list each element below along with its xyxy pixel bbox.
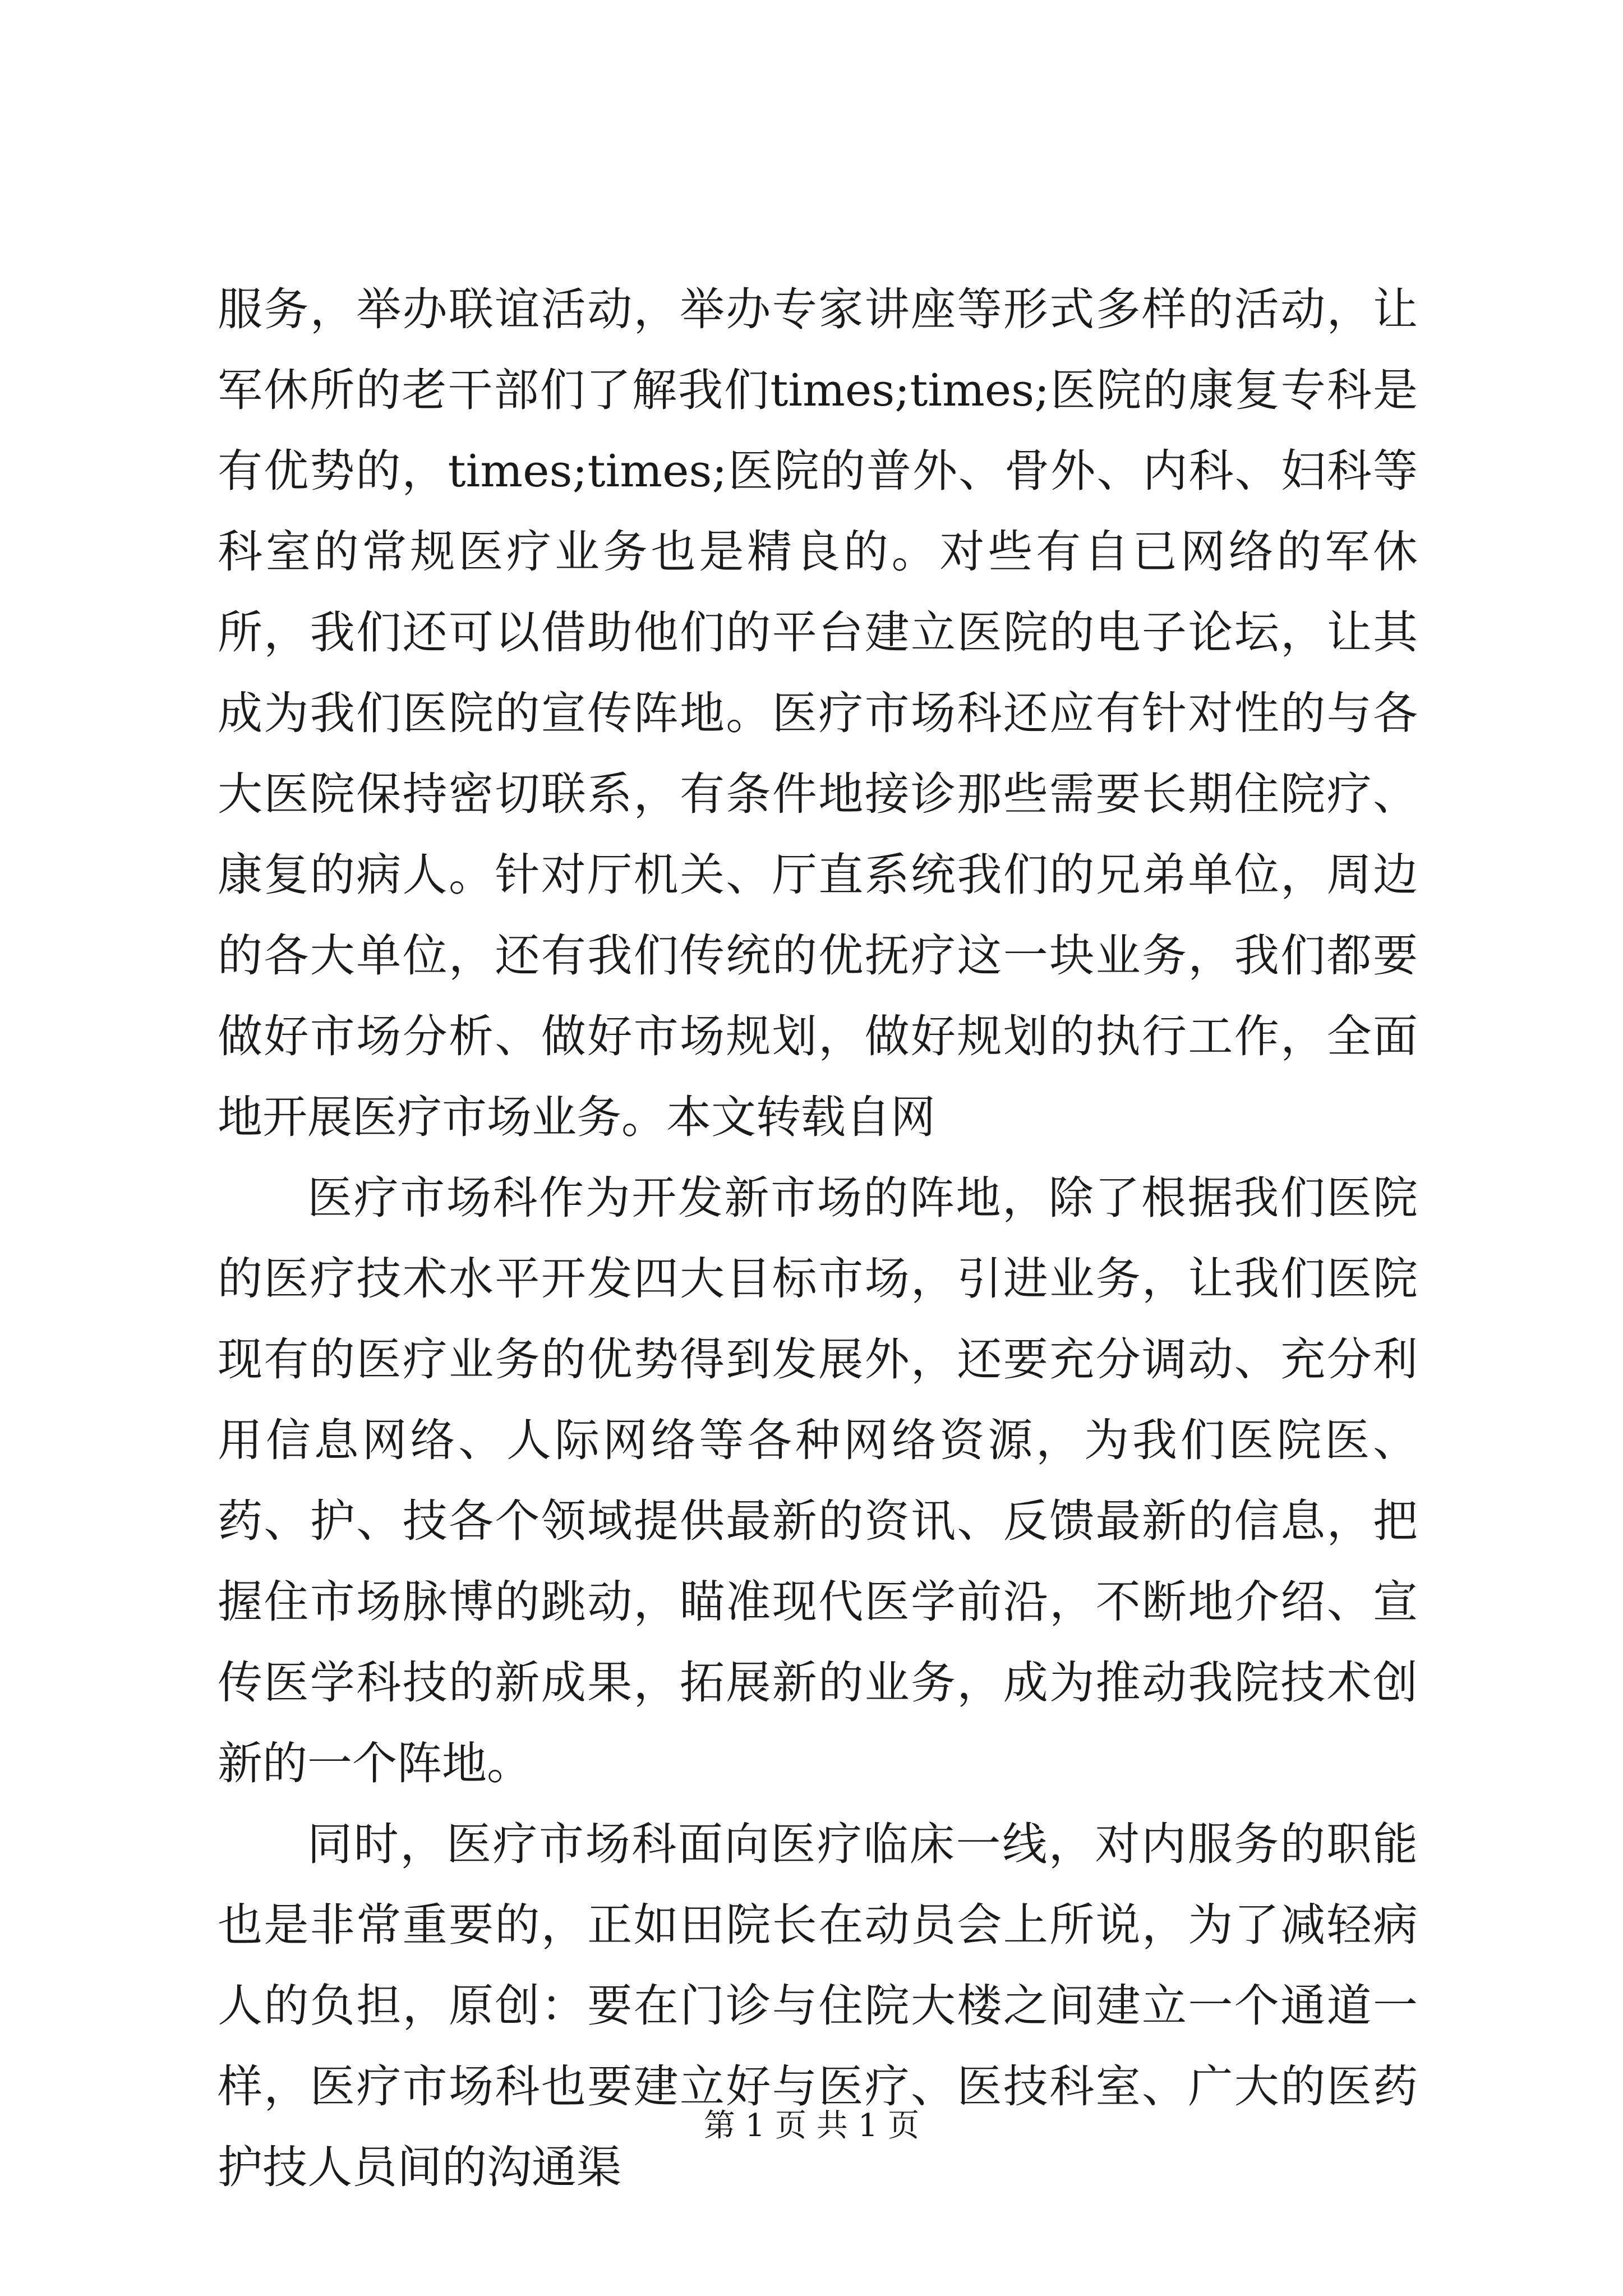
page-footer: 第 1 页 共 1 页 <box>703 2108 920 2144</box>
paragraph-2: 医疗市场科作为开发新市场的阵地，除了根据我们医院的医疗技术水平开发四大目标市场，引进业务，让我们医院现有的医疗业务的优势得到发展外，还要充分调动、充分利用信息网络、人际网络等各种网络资源，为我们医院医、药、护、技各个领域提供最新的资讯、反馈最新的信息，把握住市场脉博的跳动，瞄准现代医学前沿，不断地介绍、宣传医学科技的新成果，拓展新的业务，成为推动我院技术创新的一个阵地。 <box>218 1172 1418 1789</box>
paragraph-1: 服务，举办联谊活动，举办专家讲座等形式多样的活动，让军休所的老干部们了解我们times;times;医院的康复专科是有优势的，times;times;医院的普外、骨外、内科、妇科等科室的常规医疗业务也是精良的。对些有自已网络的军休所，我们还可以借助他们的平台建立医院的电子论坛，让其成为我们医院的宣传阵地。医疗市场科还应有针对性的与各大医院保持密切联系，有条件地接诊那些需要长期住院疗、康复的病人。针对厅机关、厅直系统我们的兄弟单位，周边的各大单位，还有我们传统的优抚疗这一块业务，我们都要做好市场分析、做好市场规划，做好规划的执行工作，全面地开展医疗市场业务。本文转载自网 <box>218 283 1418 1143</box>
paragraph-3: 同时，医疗市场科面向医疗临床一线，对内服务的职能也是非常重要的，正如田院长在动员会上所说，为了减轻病人的负担，原创：要在门诊与住院大楼之间建立一个通道一样，医疗市场科也要建立好与医疗、医技科室、广大的医药护技人员间的沟通渠 <box>218 1818 1418 2193</box>
document-body <box>218 269 1418 2208</box>
